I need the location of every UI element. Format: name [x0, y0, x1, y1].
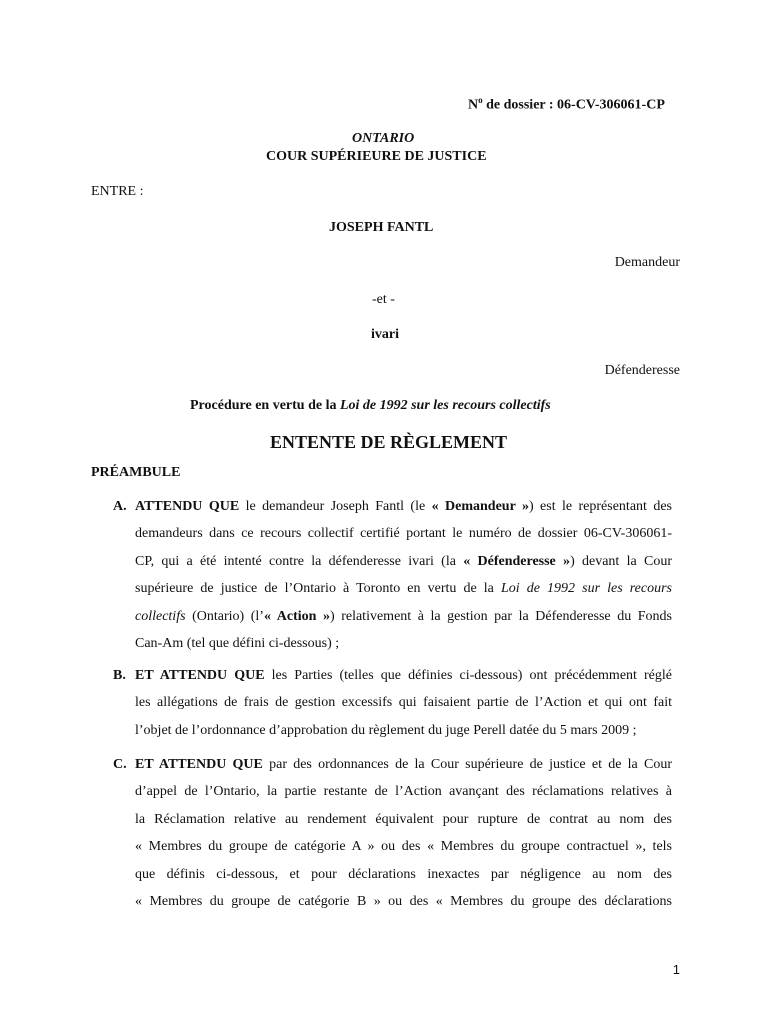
lead-phrase: ATTENDU QUE [135, 499, 240, 514]
defined-term: « Demandeur » [431, 499, 529, 514]
plaintiff-name: JOSEPH FANTL [329, 220, 434, 235]
paragraph-letter-b: B. [113, 668, 126, 683]
text-run: Can-Am (tel que défini ci-dessous) ; [135, 635, 340, 651]
defendant-role: Défenderesse [604, 363, 680, 378]
text-run: (Ontario) (l’ [185, 608, 264, 624]
defined-term: « Action » [263, 608, 330, 624]
text-run: ) devant la Cour [570, 553, 672, 569]
text-run: que définis ci-dessous, et pour déclarations inexactes par négligence au nom des [135, 866, 672, 882]
text-run: « Membres du groupe de catégorie A » ou des « Membres du groupe contractuel », tels [135, 839, 672, 855]
text-run: les Parties (telles que définies ci-dessous) ont précédemment réglé [264, 668, 672, 683]
paragraph-line [135, 520, 672, 547]
procedure-prefix: Procédure en vertu de la [190, 398, 340, 413]
procedure-line [190, 398, 551, 414]
text-run: l’objet de l’ordonnance d’approbation du règlement du juge Perell datée du 5 mars 2009 ; [135, 722, 637, 738]
file-number-rest: de dossier : 06-CV-306061-CP [482, 97, 665, 113]
paragraph-line [135, 778, 672, 805]
document-title: ENTENTE DE RÈGLEMENT [270, 432, 508, 452]
paragraph-line [135, 806, 672, 833]
between-label: ENTRE : [91, 184, 144, 199]
defendant-name: ivari [371, 327, 399, 342]
plaintiff-role: Demandeur [614, 255, 680, 270]
paragraph-line [135, 493, 672, 520]
court-title: COUR SUPÉRIEURE DE JUSTICE [266, 149, 487, 164]
paragraph-line [135, 689, 672, 716]
defined-term: « Défenderesse » [463, 553, 571, 569]
text-run: supérieure de justice de l’Ontario à Toronto en vertu de la [135, 581, 501, 597]
text-run: d’appel de l’Ontario, la partie restante de l’Action avançant des réclamations relatives à [135, 784, 672, 800]
text-run: ) relativement à la gestion par la Défenderesse du Fonds [329, 608, 672, 624]
paragraph-line [135, 861, 672, 888]
file-number [468, 95, 665, 114]
text-run: le demandeur Joseph Fantl (le [239, 499, 432, 514]
paragraph-line [135, 833, 672, 860]
page-number: 1 [672, 962, 680, 977]
procedure-law: Loi de 1992 sur les recours collectifs [339, 398, 551, 413]
paragraph-line [135, 603, 672, 630]
text-run: CP, qui a été intenté contre la défenderesse ivari (la [135, 553, 464, 569]
paragraph-line [135, 751, 672, 778]
text-run: « Membres du groupe de catégorie B » ou des « Membres du groupe des déclarations [135, 893, 672, 909]
province-title: ONTARIO [352, 131, 415, 146]
preamble-heading: PRÉAMBULE [91, 465, 181, 480]
text-run: ) est le représentant des [528, 499, 673, 514]
paragraph-line [135, 662, 672, 689]
paragraph-line [135, 548, 672, 575]
paragraph-line [135, 630, 672, 657]
paragraph-line [135, 717, 672, 744]
file-number-sup: o [478, 95, 483, 105]
lead-phrase: ET ATTENDU QUE [135, 757, 263, 772]
text-run: la Réclamation relative au rendement équivalent pour rupture de contrat au nom des [135, 811, 672, 827]
lead-phrase: ET ATTENDU QUE [135, 668, 265, 683]
paragraph-line [135, 575, 672, 602]
and-separator: -et - [372, 292, 395, 307]
text-run: les allégations de frais de gestion excessifs qui faisaient partie de l’Action et qui ont fait [135, 695, 672, 711]
paragraph-line [135, 888, 672, 915]
law-title: collectifs [135, 608, 186, 624]
paragraph-c [135, 751, 672, 915]
paragraph-letter-c: C. [113, 757, 127, 772]
law-title: Loi de 1992 sur les recours [500, 581, 673, 597]
file-number-prefix: N [468, 97, 479, 113]
text-run: demandeurs dans ce recours collectif certifié portant le numéro de dossier 06-CV-306061- [135, 526, 672, 542]
paragraph-a [135, 493, 672, 657]
paragraph-b [135, 662, 672, 744]
paragraph-letter-a: A. [113, 499, 127, 514]
text-run: par des ordonnances de la Cour supérieure de justice et de la Cour [262, 757, 672, 772]
